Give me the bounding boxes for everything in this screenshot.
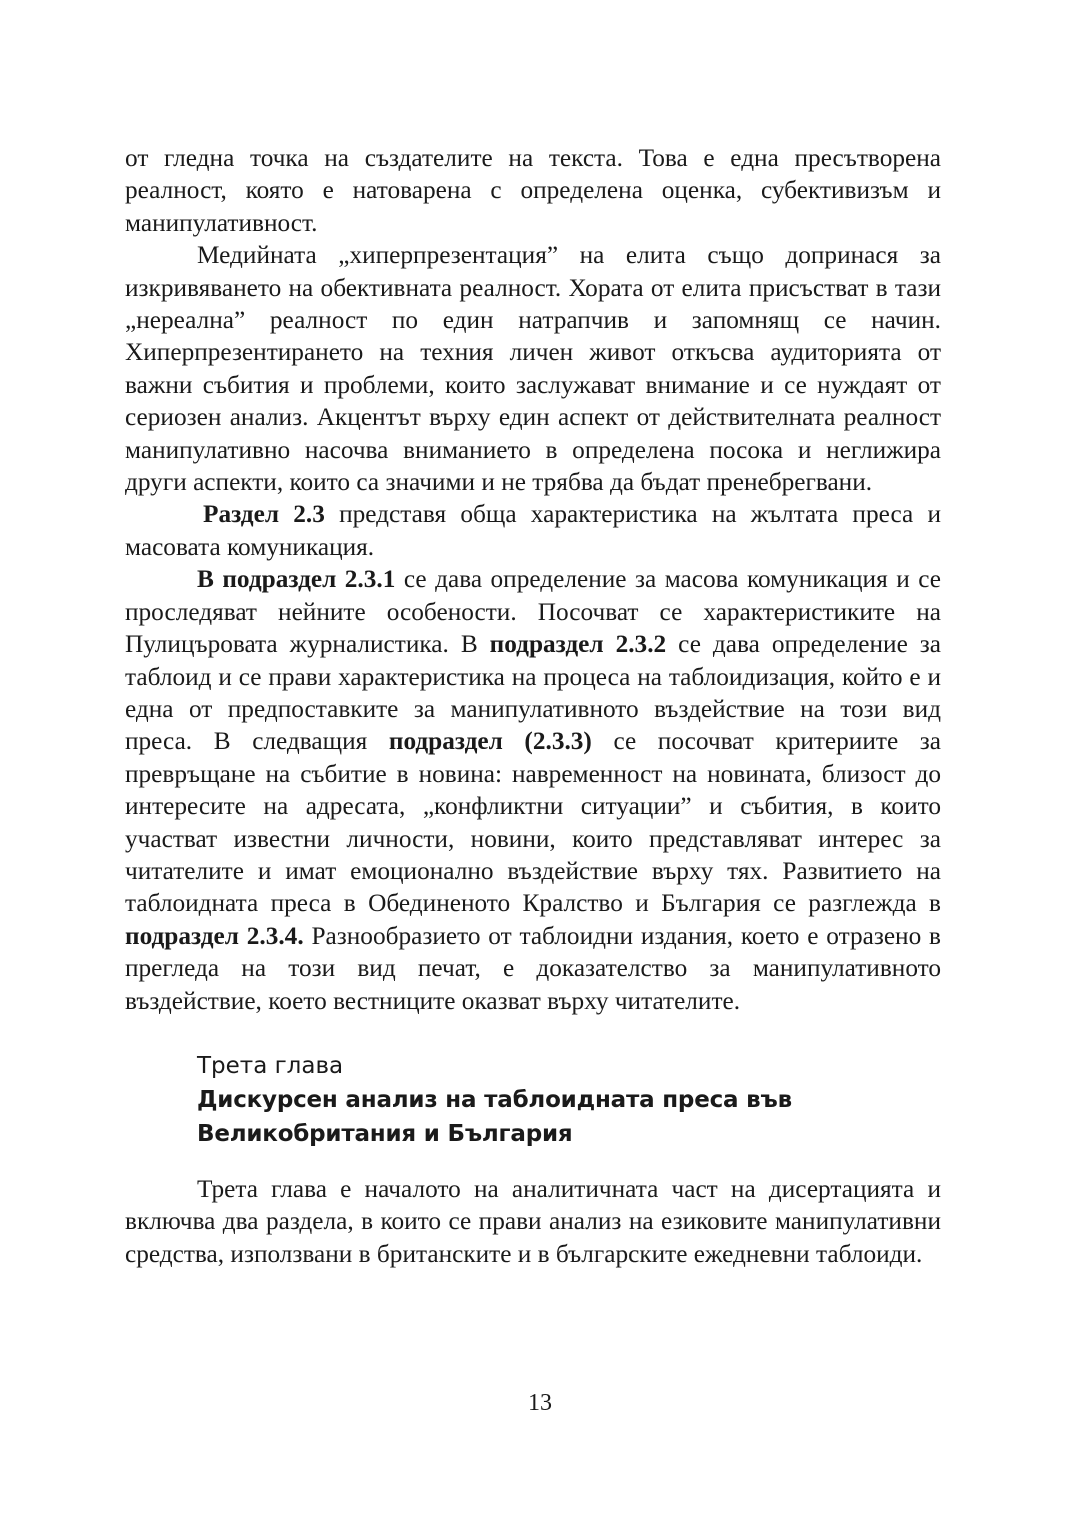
chapter-title-line-2: Великобритания и България <box>197 1120 573 1147</box>
paragraph-text: представя обща характеристика на жълтата преса и масовата комуникация. <box>125 500 941 561</box>
chapter-title-line-1: Дискурсен анализ на таблоидната преса във <box>197 1086 792 1113</box>
paragraph-subsections <box>125 563 941 1017</box>
paragraph-text: Разнообразието от таблоидни издания, което е отразено в прегледа на този вид печат, е доказателство за манипулативното въздействие, което вестниците оказват върху читателите. <box>125 921 941 1015</box>
paragraph-text: се посочват критериите за превръщане на събитие в новина: навременност на новината, близост до интересите на адресата, „конфликтни ситуации” и събития, в които участват известни личности, новини, които представляват интерес за читателите и имат емоционално въздействие върху тях. Развитието на таблоидната преса в Обединеното Кралство и България се разглежда в <box>125 727 941 918</box>
paragraph-text: се дава определение за масова комуникация и се проследяват нейните особености. Посочват се характеристиките на Пулицъровата журналистика. В <box>125 565 941 659</box>
section-ref-2-3: Раздел 2.3 <box>203 500 325 529</box>
paragraph-chapter-three: Трета глава е началото на аналитичната част на дисертацията и включва два раздела, в които се прави анализ на езиковите манипулативни средства, използвани в британските и в българските ежедневни таблоиди. <box>125 1174 941 1268</box>
subsection-ref-2-3-1: В подраздел 2.3.1 <box>197 565 396 594</box>
chapter-label: Трета глава <box>197 1052 344 1079</box>
paragraph-hyperpresentation: Медийната „хиперпрезентация” на елита също допринася за изкривяването на обективната реалност. Хората от елита присъстват в тази „нереална” реалност по един натрапчив и запомнящ се начин. Хиперпрезентирането на техния личен живот откъсва аудиторията от важни събития и проблеми, които заслужават внимание и се нуждаят от сериозен анализ. Акцентът върху един аспект от действителната реалност манипулативно насочва вниманието в определена посока и неглижира други аспекти, които са значими и не трябва да бъдат пренебрегвани. <box>125 241 941 497</box>
chapter-heading <box>125 1051 941 1151</box>
paragraph-section-2-3 <box>125 498 941 563</box>
page-number: 13 <box>528 1390 552 1416</box>
subsection-ref-2-3-3: подраздел (2.3.3) <box>388 727 592 756</box>
subsection-ref-2-3-2: подраздел 2.3.2 <box>489 630 667 659</box>
subsection-ref-2-3-4: подраздел 2.3.4. <box>125 921 304 950</box>
paragraph-intro: от гледна точка на създателите на текста. Това е една пресътворена реалност, която е натоварена с определена оценка, субективизъм и манипулативност. <box>125 144 941 237</box>
paragraph-text: се дава определение за таблоид и се прави характеристика на процеса на таблоидизация, който е и една от предпоставките за манипулативното въздействие на този вид преса. В следващия <box>125 630 941 756</box>
page-body <box>125 142 941 1270</box>
chapter-title <box>197 1083 941 1151</box>
